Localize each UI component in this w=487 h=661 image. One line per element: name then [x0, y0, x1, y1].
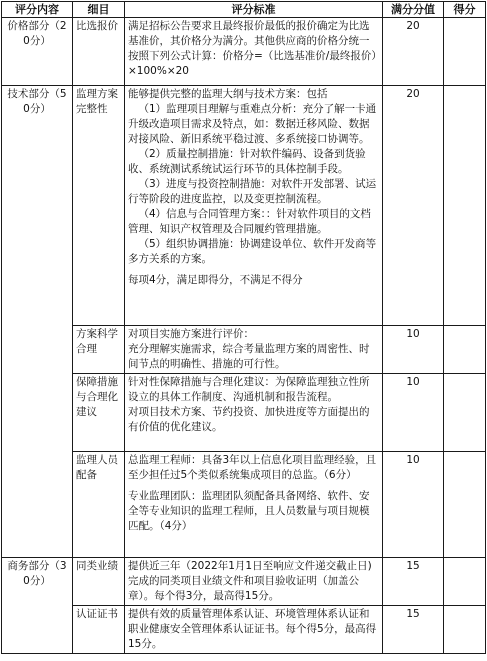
earned-cell: [444, 452, 486, 558]
standard-text: （3）进度与投资控制措施：对软件开发部署、试运行等阶段的进度监控，以及变更控制流程。: [128, 178, 377, 205]
earned-cell: [444, 606, 486, 654]
standard-text: 能够提供完整的监理大纲与技术方案：包括: [128, 88, 328, 100]
category-cell: 商务部分（30分）: [2, 558, 73, 654]
standard-text: （4）信息与合同管理方案：：针对软件项目的文档管理、知识产权管理及合同履约管理措施。: [128, 208, 371, 235]
header-category: 评分内容: [2, 2, 73, 18]
earned-cell: [444, 18, 486, 86]
table-row: [2, 18, 486, 86]
standard-text: 每项4分，满足即得分，不满足不得分: [128, 274, 303, 286]
table-row: [2, 374, 486, 452]
max-score-cell: 15: [383, 558, 444, 606]
max-score-cell: 10: [383, 326, 444, 374]
table-row: [2, 326, 486, 374]
earned-cell: [444, 558, 486, 606]
header-max-score: 满分分值: [383, 2, 444, 18]
standard-text: 满足招标公告要求且最终报价最低的报价确定为比选基准价，其价格分为满分。其他供应商的价格分统一按照下列公式计算：价格分=（比选基准价/最终报价）×100%×20: [128, 20, 377, 77]
subitem-cell: 保障措施与合理化建议: [73, 374, 125, 452]
header-standard: 评分标准: [125, 2, 383, 18]
standard-cell: [125, 452, 383, 558]
category-cell: 价格部分（20分）: [2, 18, 73, 86]
standard-text: 针对性保障措施与合理化建议：为保障监理独立性所设立的具体工作制度、沟通机制和报告流程。: [128, 376, 370, 403]
standard-text: 对项目实施方案进行评价：: [128, 328, 254, 340]
subitem-cell: 方案科学合理: [73, 326, 125, 374]
max-score-cell: 10: [383, 374, 444, 452]
category-cell: 技术部分（50分）: [2, 86, 73, 558]
standard-cell: [125, 374, 383, 452]
standard-text: 提供近三年（2022年1月1日至响应文件递交截止日)完成的同类项目业绩文件和项目验收证明（加盖公章）。每个得3分，最高得15分。: [128, 560, 372, 602]
standard-text: （2）质量控制措施：针对软件编码、设备到货验收、系统测试系统试运行环节的具体控制手段。: [128, 148, 366, 175]
standard-text: （1）监理项目理解与重难点分析：充分了解一卡通升级改造项目需求及特点，如：数据迁移风险、数据对接风险、新旧系统平稳过渡、多系统接口协调等。: [128, 103, 377, 145]
table-row: [2, 452, 486, 558]
standard-cell: [125, 326, 383, 374]
earned-cell: [444, 326, 486, 374]
standard-cell: [125, 86, 383, 326]
standard-text: （5）组织协调措施：协调建设单位、软件开发商等多方关系的方案。: [128, 238, 377, 265]
table-row: [2, 86, 486, 326]
standard-text: 总监理工程师：具备3年以上信息化项目监理经验，且至少担任过5个类似系统集成项目的总监。（6分）: [128, 454, 377, 481]
subitem-cell: 比选报价: [73, 18, 125, 86]
standard-cell: [125, 558, 383, 606]
header-subitem: 细目: [73, 2, 125, 18]
subitem-cell: 监理方案完整性: [73, 86, 125, 326]
subitem-cell: 认证证书: [73, 606, 125, 654]
header-earned: 得分: [444, 2, 486, 18]
standard-text: 充分理解实施需求，综合考量监理方案的周密性、时间节点的明确性、措施的可行性。: [128, 343, 370, 370]
header-row: [2, 2, 486, 18]
subitem-cell: 监理人员配备: [73, 452, 125, 558]
earned-cell: [444, 374, 486, 452]
standard-text: 专业监理团队：监理团队须配备具备网络、软件、安全等专业知识的监理工程师，且人员数量与项目规模匹配。（4分）: [128, 490, 370, 532]
max-score-cell: 20: [383, 18, 444, 86]
scoring-table: [1, 1, 486, 654]
standard-text: 提供有效的质量管理体系认证、环境管理体系认证和职业健康安全管理体系认证证书。每个得5分，最高得15分。: [128, 608, 377, 650]
standard-text: 对项目技术方案、节约投资、加快进度等方面提出的有价值的优化建议。: [128, 406, 370, 433]
max-score-cell: 20: [383, 86, 444, 326]
max-score-cell: 15: [383, 606, 444, 654]
standard-cell: [125, 18, 383, 86]
standard-cell: [125, 606, 383, 654]
table-row: [2, 606, 486, 654]
table-row: [2, 558, 486, 606]
subitem-cell: 同类业绩: [73, 558, 125, 606]
earned-cell: [444, 86, 486, 326]
max-score-cell: 10: [383, 452, 444, 558]
